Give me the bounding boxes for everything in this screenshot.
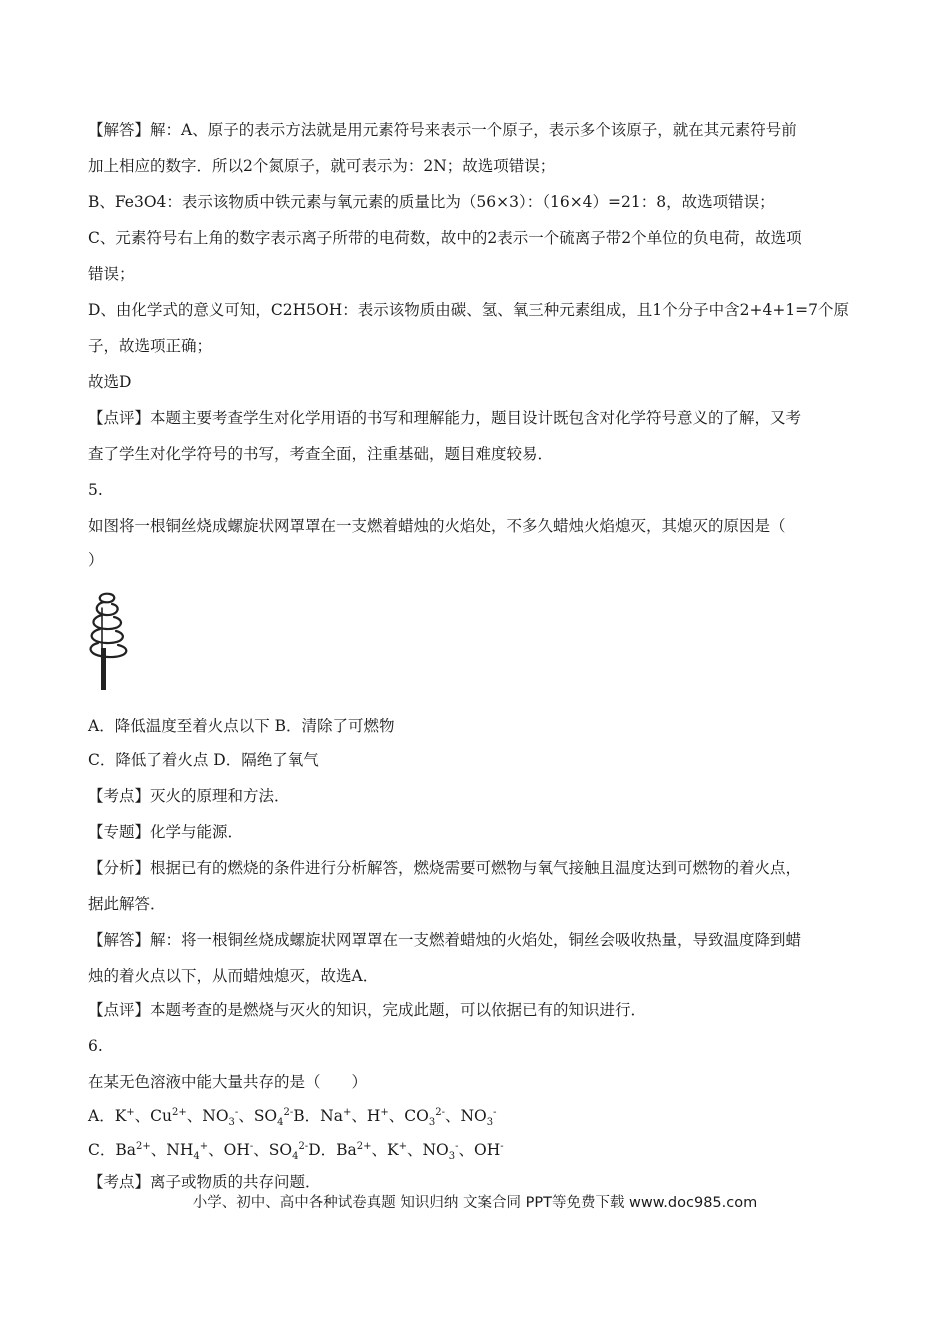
opt-sup: +: [126, 1106, 135, 1118]
q5-analysis-line-1: 【分析】根据已有的燃烧的条件进行分析解答，燃烧需要可燃物与氧气接触且温度达到可燃物的着火点，: [88, 859, 802, 877]
opt-sup: 2-: [435, 1106, 445, 1118]
answer-line-7: 子，故选项正确；: [88, 337, 213, 355]
question-6-options-cd: [88, 1140, 504, 1163]
q5-answer-line-1: 【解答】解：将一根铜丝烧成螺旋状网罩罩在一支燃着蜡烛的火焰处，铜丝会吸收热量，导致温度降到蜡: [88, 931, 802, 949]
opt-sup: 2-: [283, 1106, 294, 1118]
opt-sub: 3: [486, 1117, 494, 1129]
opt-text: 、NO: [406, 1141, 449, 1159]
opt-sup: -: [500, 1140, 504, 1152]
opt-text: 、SO: [238, 1107, 278, 1125]
opt-sup: +: [398, 1140, 407, 1152]
opt-sup: +: [380, 1106, 389, 1118]
opt-sup: -: [493, 1106, 497, 1118]
opt-text: 、CO: [388, 1107, 429, 1125]
q5-analysis-line-2: 据此解答．: [88, 895, 166, 913]
answer-choice: 故选D: [88, 373, 132, 391]
opt-sub: 4: [277, 1117, 284, 1129]
opt-text: 、SO: [253, 1141, 293, 1159]
opt-sub: 4: [292, 1151, 299, 1163]
opt-sup: +: [199, 1140, 209, 1152]
opt-text: C．Ba: [88, 1141, 136, 1159]
answer-line-4: C、元素符号右上角的数字表示离子所带的电荷数，故中的2表示一个硫离子带2个单位的负电荷，故选项: [88, 229, 802, 247]
opt-sup: 2+: [172, 1106, 187, 1118]
opt-text: 、NO: [186, 1107, 229, 1125]
opt-sub: 3: [228, 1117, 235, 1129]
question-6-stem: 在某无色溶液中能大量共存的是（ ）: [88, 1073, 368, 1091]
opt-sup: 2-: [298, 1140, 309, 1152]
question-5-stem: 如图将一根铜丝烧成螺旋状网罩罩在一支燃着蜡烛的火焰处，不多久蜡烛火焰熄灭，其熄灭的原因是（: [88, 517, 786, 535]
page-footer: 小学、初中、高中各种试卷真题 知识归纳 文案合同 PPT等免费下载 www.doc985.com: [192, 1195, 758, 1211]
opt-sup: +: [342, 1106, 352, 1118]
review-line-2: 查了学生对化学符号的书写，考查全面，注重基础，题目难度较易．: [88, 445, 554, 463]
opt-sup: -: [455, 1140, 459, 1152]
opt-sub: 3: [428, 1117, 436, 1129]
opt-text: A．K: [88, 1107, 127, 1125]
opt-sub: 3: [448, 1151, 456, 1163]
opt-text: B．Na: [293, 1107, 343, 1125]
answer-line-6: D、由化学式的意义可知，C2H5OH：表示该物质由碳、氢、氧三种元素组成，且1个分子中含2+4+1=7个原: [88, 301, 850, 319]
q5-knowledge-point: 【考点】灭火的原理和方法．: [88, 787, 290, 805]
q5-review: 【点评】本题考查的是燃烧与灭火的知识，完成此题，可以依据已有的知识进行．: [88, 1001, 647, 1019]
opt-sup: -: [234, 1106, 239, 1118]
answer-line-1: 【解答】解：A、原子的表示方法就是用元素符号来表示一个原子，表示多个该原子，就在其元素符号前: [88, 121, 797, 139]
review-line-1: 【点评】本题主要考查学生对化学用语的书写和理解能力，题目设计既包含对化学符号意义的了解，又考: [88, 409, 802, 427]
question-5-options-cd: C．降低了着火点 D．隔绝了氧气: [88, 751, 319, 769]
question-number-5: 5.: [88, 481, 103, 499]
opt-text: 、OH: [458, 1141, 501, 1159]
opt-text: 、H: [351, 1107, 381, 1125]
opt-text: 、OH: [208, 1141, 250, 1159]
question-5-options-ab: A．降低温度至着火点以下 B．清除了可燃物: [88, 717, 395, 735]
opt-sup: 2+: [136, 1140, 151, 1152]
opt-sup: -: [249, 1140, 254, 1152]
q6-knowledge-point: 【考点】离子或物质的共存问题．: [88, 1173, 321, 1191]
question-5-stem-end: ）: [88, 551, 104, 569]
copper-coil-candle-figure: [88, 588, 136, 692]
question-number-6: 6.: [88, 1037, 103, 1055]
answer-line-5: 错误；: [88, 265, 135, 283]
opt-text: 、NH: [150, 1141, 194, 1159]
opt-text: D．Ba: [308, 1141, 357, 1159]
answer-line-2: 加上相应的数字．所以2个氮原子，就可表示为：2N；故选项错误；: [88, 157, 556, 175]
opt-text: 、Cu: [134, 1107, 173, 1125]
q5-topic: 【专题】化学与能源．: [88, 823, 244, 841]
opt-sub: 4: [193, 1151, 200, 1163]
opt-text: 、K: [371, 1141, 399, 1159]
opt-sup: 2+: [356, 1140, 372, 1152]
answer-line-3: B、Fe3O4：表示该物质中铁元素与氧元素的质量比为（56×3）：（16×4）=21：8，故选项错误；: [88, 193, 775, 211]
opt-text: 、NO: [444, 1107, 487, 1125]
question-6-options-ab: [88, 1106, 497, 1129]
q5-answer-line-2: 烛的着火点以下，从而蜡烛熄灭，故选A．: [88, 967, 379, 985]
